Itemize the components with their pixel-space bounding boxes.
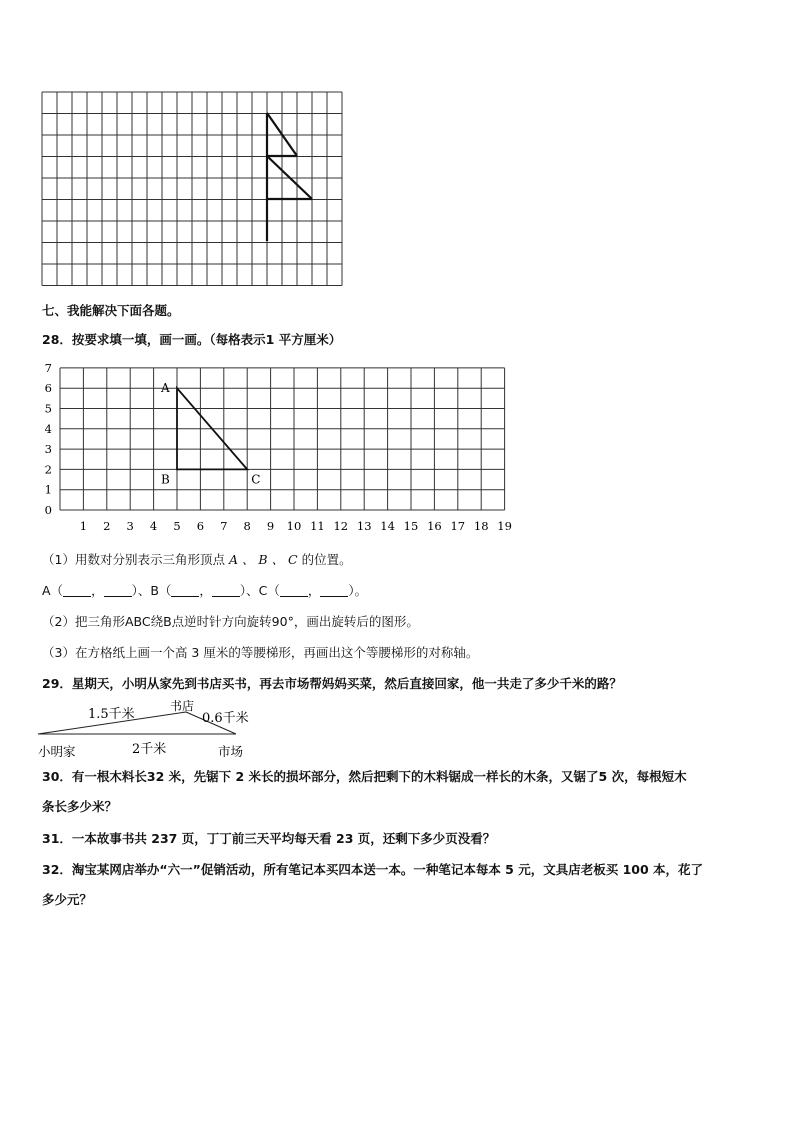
answer-end: ）。 [348, 583, 368, 598]
vertex-label: B [161, 472, 170, 487]
bookstore-label: 书店 [170, 699, 195, 713]
vertex-label: C [251, 472, 261, 487]
x-tick-label: 10 [286, 519, 302, 533]
answer-sep: ， [307, 583, 321, 598]
blank-b-x[interactable] [171, 584, 199, 597]
blank-a-x[interactable] [63, 584, 91, 597]
section-title: 七、我能解决下面各题。 [42, 303, 180, 318]
answer-c-label: ）、C（ [239, 583, 280, 598]
x-tick-label: 17 [450, 519, 466, 533]
answer-sep: ， [91, 583, 104, 598]
x-tick-label: 6 [196, 519, 205, 533]
y-tick-label: 2 [44, 462, 52, 477]
distance-label: 1.5千米 [88, 707, 135, 722]
blank-b-y[interactable] [212, 584, 240, 597]
home-label: 小明家 [38, 744, 76, 759]
vertex-label: A [161, 381, 170, 396]
x-tick-label: 12 [333, 519, 349, 533]
answer-sep: ， [199, 583, 212, 598]
blank-c-y[interactable] [320, 584, 348, 597]
coordinate-grid-chart [40, 360, 520, 540]
x-tick-label: 13 [356, 519, 372, 533]
q31-text: 31．一本故事书共 237 页，丁丁前三天平均每天看 23 页，还剩下多少页没看？ [42, 831, 496, 846]
q28-sub1-text: （1）用数对分别表示三角形顶点 [42, 552, 225, 567]
q28-answer-line [42, 582, 367, 600]
top-grid [41, 91, 345, 287]
x-tick-label: 2 [103, 519, 111, 533]
q32-line1: 32．淘宝某网店举办“六一”促销活动，所有笔记本买四本送一本。一种笔记本每本 5 元，文具店老板买 100 本，花了 [42, 862, 704, 877]
y-tick-label: 7 [44, 360, 52, 375]
x-tick-label: 9 [266, 519, 275, 533]
y-tick-label: 5 [44, 401, 52, 416]
x-tick-label: 14 [380, 519, 395, 533]
x-tick-label: 7 [220, 519, 228, 533]
y-tick-label: 3 [44, 442, 52, 457]
y-tick-label: 1 [44, 482, 52, 497]
x-tick-label: 1 [79, 519, 88, 533]
q28-sub3: （3）在方格纸上画一个高 3 厘米的等腰梯形，再画出这个等腰梯形的对称轴。 [42, 645, 479, 660]
x-tick-label: 16 [427, 519, 442, 533]
y-tick-label: 6 [44, 381, 52, 396]
x-tick-label: 8 [243, 519, 251, 533]
distance-label: 0.6千米 [202, 711, 249, 726]
q28-title: 28．按要求填一填，画一画。（每格表示1 平方厘米） [42, 332, 342, 347]
q32-line2: 多少元？ [42, 892, 93, 907]
x-tick-label: 19 [497, 519, 512, 533]
distance-label: 2千米 [132, 742, 167, 757]
q29-title: 29．星期天，小明从家先到书店买书，再去市场帮妈妈买菜，然后直接回家，他一共走了多少千米的路？ [42, 676, 622, 691]
x-tick-label: 11 [310, 519, 325, 533]
answer-b-label: ）、B（ [131, 583, 172, 598]
q28-sub2: （2）把三角形ABC绕B点逆时针方向旋转90°，画出旋转后的图形。 [42, 614, 419, 629]
answer-a-label: A（ [42, 583, 64, 598]
q28-sub1-points: A 、 B 、 C [228, 552, 298, 567]
x-tick-label: 5 [173, 519, 181, 533]
route-diagram [36, 696, 276, 762]
market-label: 市场 [218, 744, 244, 759]
blank-a-y[interactable] [104, 584, 132, 597]
y-tick-label: 0 [44, 503, 52, 517]
q28-sub1 [42, 551, 352, 569]
q30-line2: 条长多少米？ [42, 799, 118, 814]
x-tick-label: 4 [149, 519, 158, 533]
x-tick-label: 15 [403, 519, 419, 533]
x-tick-label: 3 [126, 519, 134, 533]
y-tick-label: 4 [44, 421, 52, 436]
x-tick-label: 18 [473, 519, 489, 533]
blank-c-x[interactable] [280, 584, 308, 597]
q30-line1: 30．有一根木料长32 米，先锯下 2 米长的损坏部分，然后把剩下的木料锯成一样长的木条，又锯了5 次，每根短木 [42, 769, 687, 784]
q28-sub1-tail: 的位置。 [301, 552, 352, 567]
